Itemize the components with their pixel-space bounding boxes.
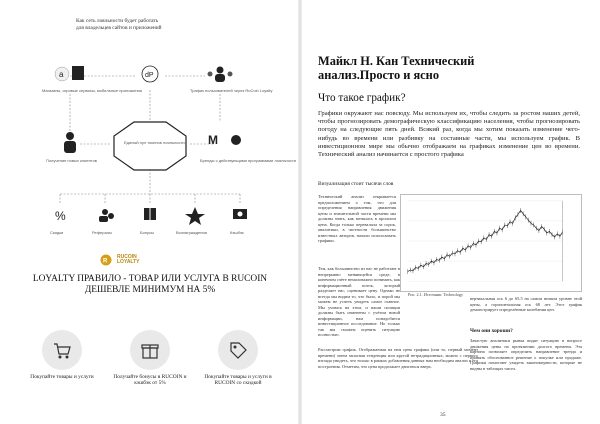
cashback-label: Кэшбэк	[230, 230, 244, 235]
intro-paragraph: Графики окружают нас повсюду. Мы используем их, чтобы следить за ростом наших детей, чтобы прогнозировать демографическую классификацию населения, чтобы прогнозировать погоду на следующие пять дней. Всякий раз, когда мы хотим показать изменение чего-нибудь во времени или разбивку на составные части, мы используем график. В инвестиционном мире мы обычно отображаем на графиках изменение цен во времени. Технический анализ начинается с простого графика	[318, 110, 580, 159]
step-discount-label: Покупайте товары и услуги в RUCOIN со скидкой	[204, 374, 272, 387]
brands-label: Бренды с действующими программами лояльности	[200, 158, 297, 163]
stores-label: Магазины, игровые сервисы, мобильные приложения	[42, 88, 142, 93]
section-title: Что такое график?	[318, 92, 406, 104]
steps-row	[22, 330, 278, 400]
token-pool	[114, 122, 186, 170]
cashback-icon	[233, 209, 247, 219]
coin-icon	[142, 66, 158, 82]
rucoin-brand	[100, 254, 140, 266]
diagram-caption: Как сеть лояльности будет работать для владельцев сайтов и приложений	[76, 18, 162, 31]
brand-line-1: RUCOIN	[117, 253, 137, 260]
cart-icon	[42, 330, 82, 370]
body-column-a: Технический анализ открывается предположением о том, что для определения направления движения цены и значительной части времени мы должны знать, как менялась в прошлом цена. Когда только перевалила за сорок, аналитики, в частности большинство известных авторов, начали использовать графики.	[318, 194, 396, 243]
loyalty-rule: LOYALTY ПРАВИЛО - ТОВАР ИЛИ УСЛУГА В RUCOIN ДЕШЕВЛЕ МИНИМУМ НА 5%	[32, 274, 268, 295]
reward-icon	[185, 207, 205, 225]
subheading: Чем они хороши?	[470, 328, 513, 334]
step-discount	[198, 330, 278, 387]
svg-text:dP: dP	[145, 72, 154, 79]
body-column-e: Зачастую аналитики рынка видят ситуацию в вопросе движения цены на протяжении долгого времени. Эта картина позволяет определить направление тренда и принять обоснованное решение о покупке или продаже. Графики помогают увидеть закономерности, которые не видны в таблицах чисел.	[470, 338, 582, 371]
referral-label: Рефералы	[92, 230, 112, 235]
traffic-label: Трафик пользователей через RuCoin Loyalty	[190, 88, 273, 93]
reward-label: Вознаграждения	[176, 230, 207, 235]
users-icon	[208, 67, 233, 83]
page-gutter	[298, 0, 302, 424]
section-heading: Визуализация стоит тысячи слов	[318, 181, 394, 187]
page-number: 35	[440, 412, 446, 418]
step-buy-label: Покупайте товары и услуги	[30, 374, 94, 380]
brand-wordmark	[117, 255, 140, 266]
svg-text:a: a	[59, 70, 64, 79]
page-title: Майкл Н. Кан Технический анализ.Просто и ясно	[318, 54, 475, 82]
referral-icon	[99, 209, 114, 222]
new-clients-label: Получение новых клиентов	[46, 158, 97, 163]
step-buy	[22, 330, 102, 380]
svg-text:%: %	[55, 209, 66, 223]
body-column-c: Рассмотрим график. Отображаемая на нем цена графика (или то, первый момент времени) затем запасная тенденция или кругой нетрадиционных, можно с первого взгляда увидеть, что только в рамках добавления данных нам необходим анализ и его построения. Отметим, что цена продолжает двигаться вверх.	[318, 347, 478, 369]
brand-line-2: LOYALTY	[117, 259, 140, 265]
rucoin-logo-icon	[100, 254, 112, 266]
body-column-d: вертикальная ось 6 до 65,5 на самом низком уровне этой цены, а горизонтальная ось 68 лет. Этот график демонстрирует определённые колебания цен.	[470, 296, 582, 312]
svg-text:M: M	[208, 133, 218, 147]
bonus-label: Бонусы	[140, 230, 154, 235]
chart-caption: Рис. 2.1. Источник: Technology	[408, 292, 464, 297]
svg-text:R: R	[103, 258, 108, 265]
body-column-b: Тем, как большинство из нас не работают в непрерывно меняющейся среде, в конечном счёте немаловажно понимать, как информационный поток, который разделяет нас, оценивает цену. Однако не всегда мы видим то, что было, и порой мы можем не успеть увидеть самое главное. Мы учимся на этом, и наши позиции должны быть изменены с учётом новой информации, нам понадобится инвестиционное исследование. Но только так мы сможем оценить ситуацию полностью.	[318, 266, 400, 337]
price-chart	[400, 194, 582, 292]
loyalty-network-diagram	[40, 44, 297, 244]
new-clients-icon	[46, 132, 97, 163]
gift-icon	[130, 330, 170, 370]
discount-icon	[55, 209, 66, 223]
bonus-icon	[144, 208, 156, 220]
tag-icon	[218, 330, 258, 370]
step-bonus-label: Получайте бонусы в RUCOIN и кэшбэк от 5%	[113, 374, 187, 387]
store-icons	[55, 66, 84, 81]
pool-label: Единый пул токенов лояльности	[124, 140, 185, 145]
discount-label: Скидки	[50, 230, 64, 235]
step-bonus	[110, 330, 190, 387]
